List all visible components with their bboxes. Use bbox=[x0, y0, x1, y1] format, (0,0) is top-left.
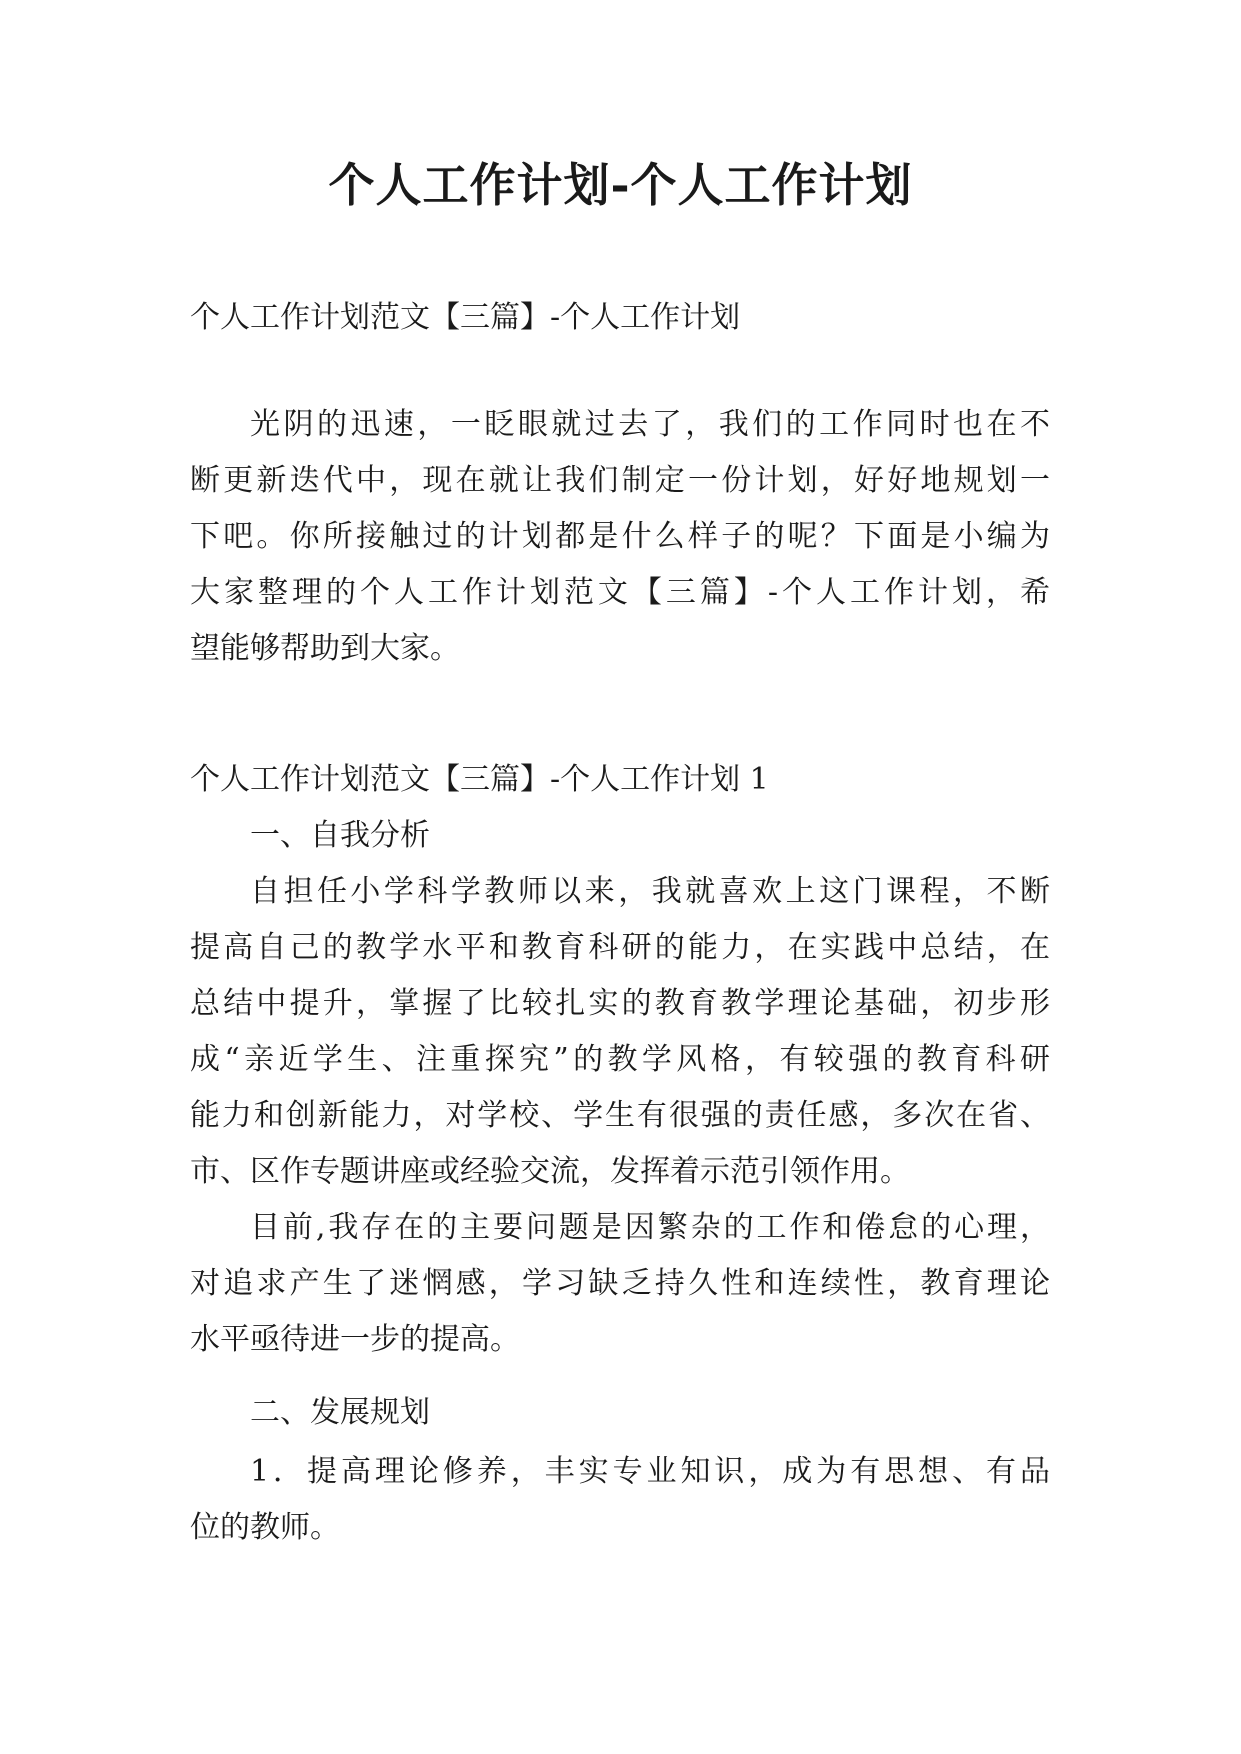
para-1-line-3: 总结中提升，掌握了比较扎实的教育教学理论基础，初步形 bbox=[190, 986, 1050, 1021]
intro-line-1: 光阴的迅速，一眨眼就过去了，我们的工作同时也在不 bbox=[250, 407, 1050, 442]
intro-line-3: 下吧。你所接触过的计划都是什么样子的呢？下面是小编为 bbox=[190, 519, 1050, 554]
document-subtitle: 个人工作计划范文【三篇】-个人工作计划 bbox=[190, 300, 741, 335]
item-1-line-2: 位的教师。 bbox=[190, 1510, 340, 1545]
intro-line-2: 断更新迭代中，现在就让我们制定一份计划，好好地规划一 bbox=[190, 463, 1050, 498]
para-1-line-2: 提高自己的教学水平和教育科研的能力，在实践中总结，在 bbox=[190, 930, 1050, 965]
para-2-line-1: 目前,我存在的主要问题是因繁杂的工作和倦怠的心理， bbox=[250, 1210, 1050, 1245]
para-1-line-1: 自担任小学科学教师以来，我就喜欢上这门课程，不断 bbox=[250, 874, 1050, 909]
para-2-line-3: 水平亟待进一步的提高。 bbox=[190, 1322, 520, 1357]
intro-line-5: 望能够帮助到大家。 bbox=[190, 631, 460, 666]
heading-self-analysis: 一、自我分析 bbox=[250, 818, 430, 853]
para-1-line-4: 成“亲近学生、注重探究”的教学风格，有较强的教育科研 bbox=[190, 1042, 1050, 1077]
document-title: 个人工作计划-个人工作计划 bbox=[328, 158, 913, 212]
item-1-line-1: 1．提高理论修养，丰实专业知识，成为有思想、有品 bbox=[250, 1454, 1050, 1489]
para-1-line-5: 能力和创新能力，对学校、学生有很强的责任感，多次在省、 bbox=[190, 1098, 1050, 1133]
para-1-line-6: 市、区作专题讲座或经验交流，发挥着示范引领作用。 bbox=[190, 1154, 910, 1189]
para-2-line-2: 对追求产生了迷惘感，学习缺乏持久性和连续性，教育理论 bbox=[190, 1266, 1050, 1301]
heading-development-plan: 二、发展规划 bbox=[250, 1395, 430, 1430]
intro-line-4: 大家整理的个人工作计划范文【三篇】-个人工作计划，希 bbox=[190, 575, 1050, 610]
section-title: 个人工作计划范文【三篇】-个人工作计划 1 bbox=[190, 762, 769, 797]
